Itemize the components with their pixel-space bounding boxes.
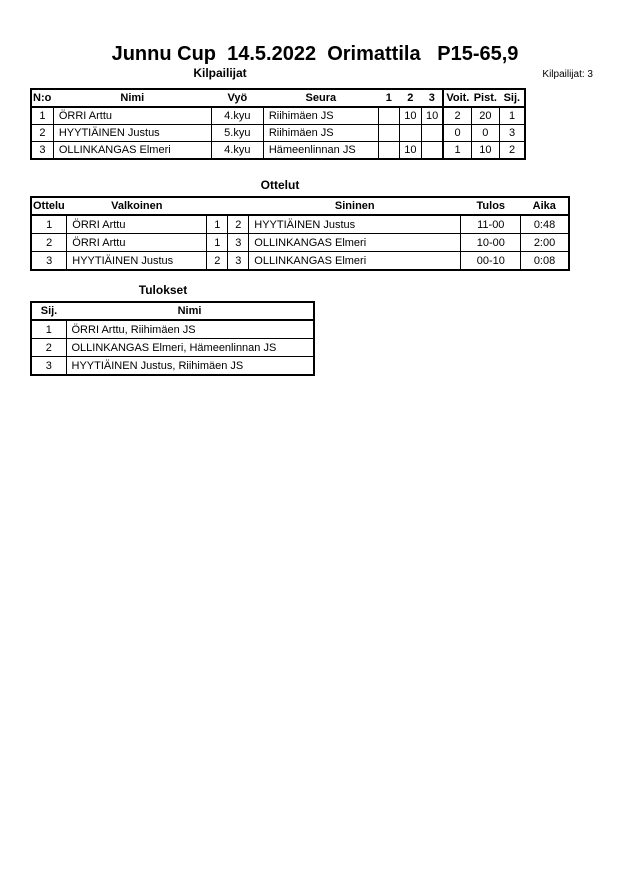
cell-belt: 4.kyu [211,142,263,160]
cell-points: 10 [471,142,499,160]
cell-name: ÖRRI Arttu [53,107,211,125]
header-blue-no [228,197,249,215]
header-round-3: 3 [421,89,443,107]
cell-white-name: HYYTIÄINEN Justus [67,252,207,271]
cell-name: HYYTIÄINEN Justus, Riihimäen JS [66,357,314,376]
header-blue: Sininen [249,197,461,215]
cell-club: Riihimäen JS [263,125,378,142]
cell-score: 00-10 [461,252,521,271]
header-club: Seura [263,89,378,107]
cell-name: OLLINKANGAS Elmeri [53,142,211,160]
cell-match-no: 3 [31,252,67,271]
cell-points: 20 [471,107,499,125]
cell-r2 [399,125,421,142]
cell-score: 11-00 [461,215,521,234]
match-row [31,252,569,271]
cell-place: 2 [499,142,525,160]
header-no: N:o [31,89,53,107]
cell-blue-name: OLLINKANGAS Elmeri [249,234,461,252]
cell-blue-name: HYYTIÄINEN Justus [249,215,461,234]
header-round-2: 2 [399,89,421,107]
cell-place: 1 [499,107,525,125]
result-row [31,357,314,376]
cell-blue-no: 3 [228,234,249,252]
cell-r3 [421,125,443,142]
match-row [31,215,569,234]
competitor-row [31,142,525,160]
results-table [30,301,315,376]
competitors-header-row [31,89,525,107]
header-round-1: 1 [378,89,399,107]
cell-time: 0:08 [521,252,569,271]
header-place: Sij. [31,302,66,320]
cell-no: 1 [31,107,53,125]
result-row [31,320,314,339]
cell-club: Hämeenlinnan JS [263,142,378,160]
cell-points: 0 [471,125,499,142]
cell-club: Riihimäen JS [263,107,378,125]
header-time: Aika [521,197,569,215]
cell-place: 3 [31,357,66,376]
cell-belt: 5.kyu [211,125,263,142]
cell-white-no: 1 [207,215,228,234]
cell-time: 0:48 [521,215,569,234]
cell-wins: 2 [443,107,471,125]
cell-wins: 0 [443,125,471,142]
cell-blue-no: 2 [228,215,249,234]
competitor-row [31,125,525,142]
competitors-section-label: Kilpailijat [193,66,247,80]
cell-r2: 10 [399,142,421,160]
header-belt: Vyö [211,89,263,107]
cell-blue-name: OLLINKANGAS Elmeri [249,252,461,271]
header-name: Nimi [66,302,314,320]
competitors-count-label: Kilpailijat: 3 [542,69,593,80]
results-section-label: Tulokset [138,283,188,297]
cell-name: OLLINKANGAS Elmeri, Hämeenlinnan JS [66,339,314,357]
cell-no: 2 [31,125,53,142]
cell-place: 3 [499,125,525,142]
cell-wins: 1 [443,142,471,160]
header-white-no [207,197,228,215]
cell-name: HYYTIÄINEN Justus [53,125,211,142]
header-points: Pist. [471,89,499,107]
competitor-row [31,107,525,125]
competitors-table [30,88,526,160]
cell-match-no: 1 [31,215,67,234]
cell-r1 [378,142,399,160]
cell-name: ÖRRI Arttu, Riihimäen JS [66,320,314,339]
cell-place: 2 [31,339,66,357]
match-row [31,234,569,252]
cell-white-no: 2 [207,252,228,271]
result-row [31,339,314,357]
matches-table [30,196,570,271]
cell-blue-no: 3 [228,252,249,271]
results-header-row [31,302,314,320]
cell-score: 10-00 [461,234,521,252]
header-white: Valkoinen [67,197,207,215]
cell-no: 3 [31,142,53,160]
cell-place: 1 [31,320,66,339]
header-place: Sij. [499,89,525,107]
cell-white-name: ÖRRI Arttu [67,215,207,234]
page-title: Junnu Cup 14.5.2022 Orimattila P15-65,9 [111,43,519,65]
cell-r1 [378,125,399,142]
header-wins: Voit. [443,89,471,107]
cell-r3: 10 [421,107,443,125]
cell-match-no: 2 [31,234,67,252]
matches-section-label: Ottelut [260,178,300,192]
cell-r2: 10 [399,107,421,125]
cell-white-name: ÖRRI Arttu [67,234,207,252]
header-name: Nimi [53,89,211,107]
cell-r1 [378,107,399,125]
matches-header-row [31,197,569,215]
header-match-no: Ottelu [31,197,67,215]
header-score: Tulos [461,197,521,215]
cell-r3 [421,142,443,160]
cell-time: 2:00 [521,234,569,252]
cell-white-no: 1 [207,234,228,252]
cell-belt: 4.kyu [211,107,263,125]
